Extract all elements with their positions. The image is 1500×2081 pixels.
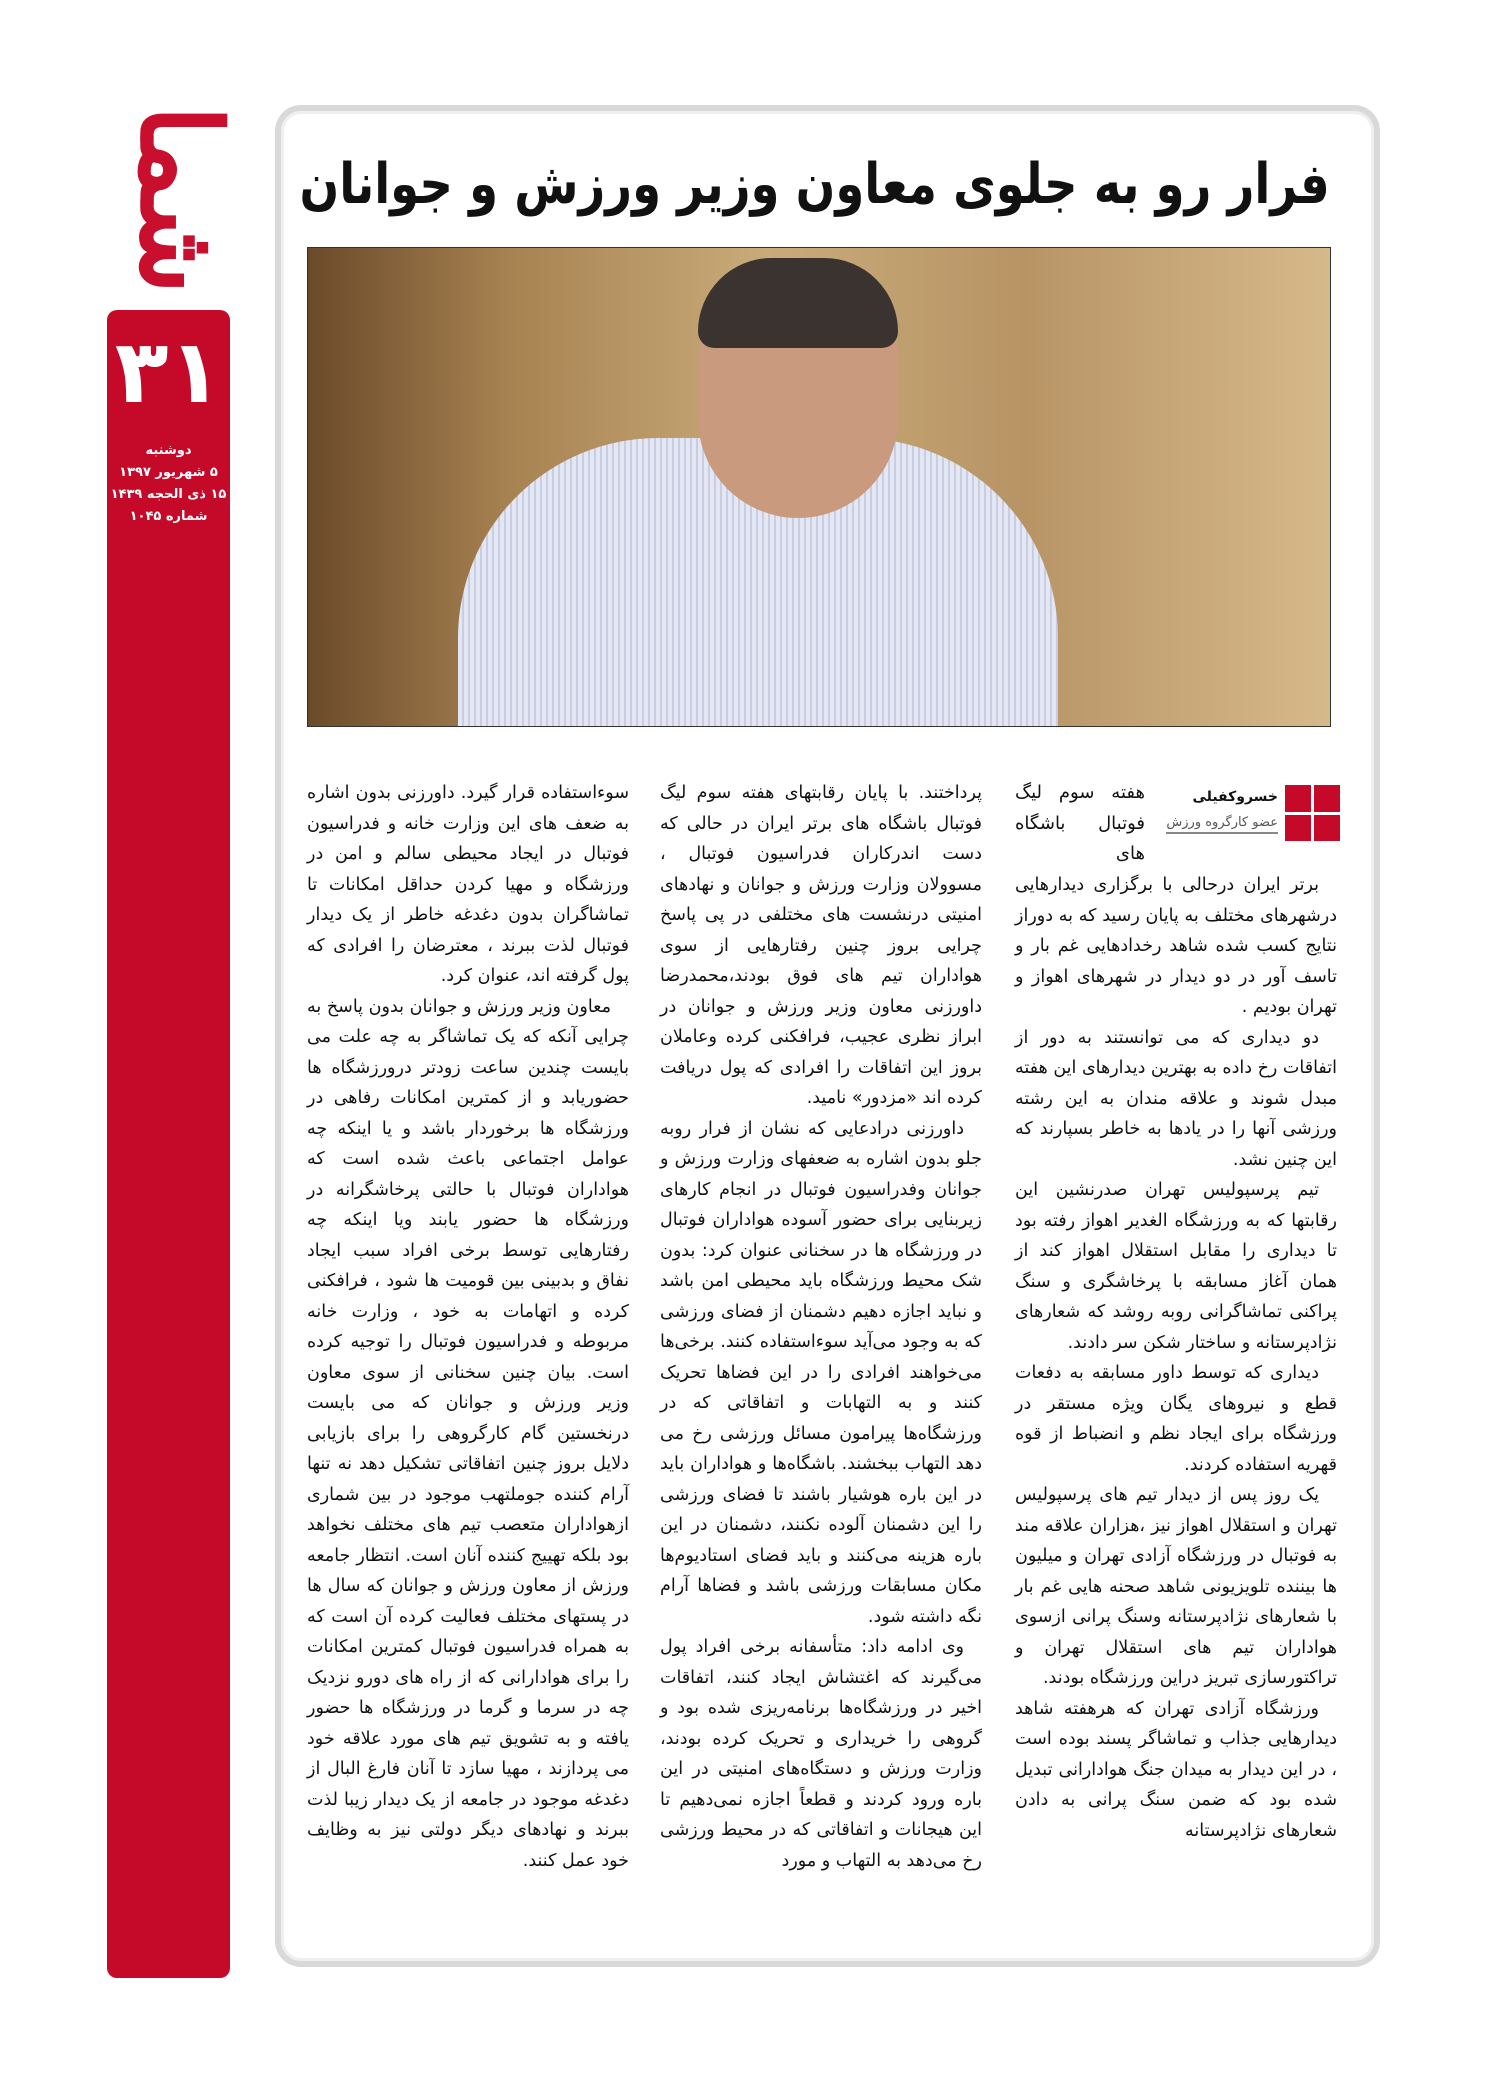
- paragraph: معاون وزیر ورزش و جوانان بدون پاسخ به چرایی آنکه که یک تماشاگر به چه علت می بایست چندین ساعت زودتر درورزشگاه ها حضوریابد و از کمترین امکانات رفاهی در ورزشگاه ها برخوردار باشد و یا اینکه چه عوامل اجتماعی باعث شده است که هواداران فوتبال با حالتی پرخاشگرانه در ورزشگاه ها حضور یابند ویا اینکه چه رفتارهایی توسط برخی افراد سبب ایجاد نفاق و بدبینی بین قومیت ها شود ، فرافکنی کرده و اتهامات به خود ، وزارت خانه مربوطه و فدراسیون فوتبال را توجیه کرده است. بیان چنین سخنانی از سوی معاون وزیر ورزش و جوانان که می بایست درنخستین گام کارگروهی را برای بازیابی دلایل بروز چنین اتفاقاتی تشکیل دهد نه تنها آرام کننده جوملتهب موجود در بین شماری ازهواداران متعصب تیم های مختلف نخواهد بود بلکه تهییج کننده آنان است. انتظار جامعه ورزش از معاون ورزش و جوانان که سال ها در پستهای مختلف فعالیت کرده آن است که به همراه فدراسیون فوتبال کمترین امکانات را برای هوادارانی که از راه های دورو نزدیک چه در سرما و گرما در ورزشگاه ها حضور یافته و به تشویق تیم های مورد علاقه خود می پردازند ، مهیا سازد تا آنان فارغ البال از دغدغه موجود در جامعه از یک دیدار زیبا لذت ببرند و نهادهای دیگر دولتی نیز به وظایف خود عمل کنند.: [307, 996, 629, 1871]
- author-box-icon: [1285, 785, 1340, 841]
- author-byline: [1150, 785, 1340, 841]
- newspaper-logo: شما: [116, 105, 245, 295]
- paragraph: تیم پرسپولیس تهران صدرنشین این رقابتها که به ورزشگاه الغدیر اهواز رفته بود تا دیداری را مقابل استقلال اهواز کند از همان آغاز مسابقه با پرخاشگری و سنگ پراکنی تماشاگرانی روبه روشد که شعارهای نژادپرستانه و ساختار شکن سر دادند.: [1015, 1180, 1337, 1353]
- paragraph: دو دیداری که می توانستند به دور از اتفاقات رخ داده به بهترین دیدارهای این هفته مبدل شوند و علاقه مندان به این رشته ورزشی آنها را در یادها به خاطر بسپارند که این چنین نشد.: [1015, 1027, 1337, 1170]
- paragraph: دیداری که توسط داور مسابقه به دفعات قطع و نیروهای یگان ویژه مستقر در ورزشگاه برای ایجاد نظم و انضباط از قوه قهریه استفاده کردند.: [1015, 1363, 1337, 1475]
- column-middle: [660, 778, 982, 1876]
- page-number: ۳۱: [114, 320, 223, 423]
- paragraph: ورزشگاه آزادی تهران که هرهفته شاهد دیدارهایی جذاب و تماشاگر پسند بوده است ، در این دیدار به میدان جنگ هوادارانی تبدیل شده بود که ضمن سنگ پرانی به دادن شعارهای نژادپرستانه: [1015, 1698, 1337, 1841]
- author-name: خسروکفیلی: [1192, 789, 1278, 805]
- paragraph: یک روز پس از دیدار تیم های پرسپولیس تهران و استقلال اهواز نیز ،هزاران علاقه مند به فوتبال در ورزشگاه آزادی تهران و میلیون ها بیننده تلویزیونی شاهد صحنه هایی غم بار با شعارهای نژادپرستانه وسنگ پرانی ازسوی هواداران تیم های استقلال تهران و تراکتورسازی تبریز دراین ورزشگاه بودند.: [1015, 1485, 1337, 1688]
- author-role: عضو کارگروه ورزش: [1166, 815, 1278, 834]
- date-shamsi: ۵ شهریور ۱۳۹۷: [119, 465, 218, 480]
- article-title-container: [300, 140, 1330, 230]
- paragraph: برتر ایران درحالی با برگزاری دیدارهایی درشهرهای مختلف به پایان رسید که به دوراز نتایج کسب شده شاهد رخدادهایی غم بار و تاسف آور در دو دیدار در شهرهای اهواز و تهران بودیم .: [1015, 875, 1337, 1017]
- column-left: [307, 778, 629, 1876]
- paragraph: پرداختند. با پایان رقابتهای هفته سوم لیگ فوتبال باشگاه های برتر ایران در حالی که دست اندرکاران فدراسیون فوتبال ، مسوولان وزارت ورزش و جوانان و نهادهای امنیتی درنشست های مختلفی در پی پاسخ چرایی بروز چنین رفتارهایی از سوی هواداران تیم های فوق بودند،محمدرضا داورزنی معاون وزیر ورزش و جوانان در ابراز نظری عجیب، فرافکنی کرده وعاملان بروز این اتفاقات را افرادی که پول دریافت کرده اند «مزدور» نامید.: [660, 783, 982, 1108]
- column-right: [1015, 870, 1337, 1846]
- paragraph: سوءاستفاده قرار گیرد. داورزنی بدون اشاره به ضعف های این وزارت خانه و فدراسیون فوتبال در ایجاد محیطی سالم و امن در ورزشگاه و مهیا کردن حداقل امکانات تا تماشاگران بدون دغدغه خاطر از یک دیدار فوتبال لذت ببرند ، معترضان را افرادی که پول گرفته اند، عنوان کرد.: [307, 783, 629, 986]
- article-title: فرار رو به جلوی معاون وزیر ورزش و جوانان: [299, 152, 1331, 217]
- article-photo: [307, 247, 1331, 727]
- weekday: دوشنبه: [145, 443, 192, 458]
- page-sidebar: [107, 310, 230, 1978]
- article-kicker: هفته سوم لیگ فوتبال باشگاه های: [1015, 782, 1145, 864]
- date-hijri: ۱۵ ذی الحجه ۱۴۳۹: [110, 487, 227, 502]
- issue-number: شماره ۱۰۴۵: [129, 509, 208, 524]
- paragraph: داورزنی درادعایی که نشان از فرار روبه جلو بدون اشاره به ضعفهای وزارت ورزش و جوانان وفدراسیون فوتبال در انجام کارهای زیربنایی برای حضور آسوده هواداران فوتبال در ورزشگاه ها در سخنانی عنوان کرد: بدون شک محیط ورزشگاه باید محیطی امن باشد و نباید اجازه دهیم دشمنان از فضای ورزشی که به وجود می‌آید سوءاستفاده کنند. برخی‌ها می‌خواهند افرادی را در این فضاها تحریک کنند و به التهابات و اتفاقاتی که در ورزشگاه‌ها پیرامون مسائل ورزشی رخ می دهد التهاب ببخشند. باشگاه‌ها و هواداران باید در این باره هوشیار باشند تا فضای ورزشی را این دشمنان آلوده نکنند، دشمنان در این باره هزینه می‌کنند و باید فضای استادیوم‌ها مکان مسابقات ورزشی باشد و فضاها آرام نگه داشته شود.: [660, 1118, 982, 1627]
- paragraph: وی ادامه داد: متأسفانه برخی افراد پول می‌گیرند که اغتشاش ایجاد کنند، اتفاقات اخیر در ورزشگاه‌ها برنامه‌ریزی شده بود و گروهی را خریداری و تحریک کرده بودند، وزارت ورزش و دستگاه‌های امنیتی در این باره ورود کردند و قطعاً اجازه نمی‌دهیم تا این هیجانات و اتفاقاتی که در محیط ورزشی رخ می‌دهد به التهاب و مورد: [660, 1637, 982, 1871]
